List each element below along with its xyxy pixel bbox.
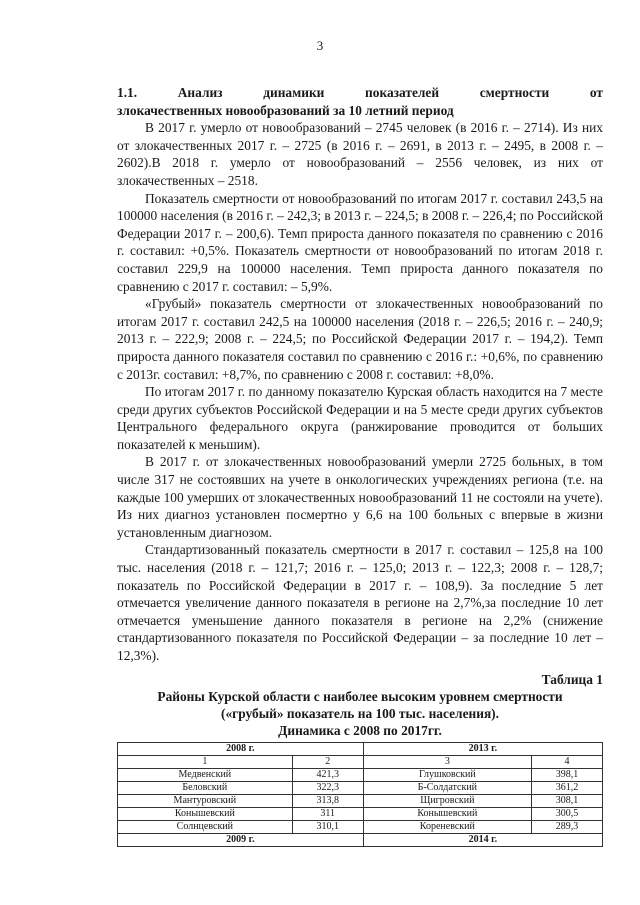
- column-number-row: [118, 756, 603, 769]
- header-2013: 2013 г.: [363, 743, 602, 756]
- header-2009: 2009 г.: [118, 834, 364, 847]
- value-cell: 398,1: [531, 769, 602, 782]
- table-footer-row: [118, 834, 603, 847]
- district-cell: Беловский: [118, 782, 293, 795]
- table-label: Таблица 1: [541, 671, 603, 687]
- district-cell: Конышевский: [118, 808, 293, 821]
- table-title-line-2: («грубый» показатель на 100 тыс. населения).: [220, 706, 499, 722]
- district-cell: Глушковский: [363, 769, 531, 782]
- value-cell: 322,3: [292, 782, 363, 795]
- value-cell: 300,5: [531, 808, 602, 821]
- section-heading: [117, 84, 603, 119]
- district-cell: Мантуровский: [118, 795, 293, 808]
- table-row: [118, 808, 603, 821]
- district-cell: Щигровский: [363, 795, 531, 808]
- col-number: 4: [531, 756, 602, 769]
- col-number: 3: [363, 756, 531, 769]
- table-row: [118, 782, 603, 795]
- value-cell: 313,8: [292, 795, 363, 808]
- table-row: [118, 769, 603, 782]
- section-heading-line-2: злокачественных новообразований за 10 летний период: [117, 102, 454, 118]
- col-number: 1: [118, 756, 293, 769]
- paragraph-4: По итогам 2017 г. по данному показателю Курская область находится на 7 месте среди других субъектов Российской Федерации и на 5 месте среди других субъектов Центрального федерального округа (ранжирование проводится от больших показателей к меньшим).: [117, 384, 603, 452]
- paragraph-6: Стандартизованный показатель смертности в 2017 г. составил – 125,8 на 100 тыс. населения (2018 г. – 121,7; 2016 г. – 125,0; 2013 г. – 122,3; 2008 г. – 128,7; показатель по Российской Федерации в 2017 г. – 108,9). За последние 5 лет отмечается увеличение данного показателя в регионе на 2,7%,за последние 10 лет отмечается уменьшение данного показателя в регионе на 2,2% (снижение стандартизованного показателя по Российской Федерации – за последние 10 лет – 12,3%).: [117, 542, 603, 663]
- paragraph-3: «Грубый» показатель смертности от злокачественных новообразований по итогам 2017 г. составил 242,5 на 100000 населения (2018 г. – 226,5; 2016 г. – 240,9; 2013 г. – 222,9; 2008 г. – 224,5; по Российской Федерации 2017 г. – 194,2). Темп прироста данного показателя составил по сравнению с 2016 г.: +0,6%, по сравнению с 2013г. составил: +8,7%, по сравнению с 2008 г. составил: +8,0%.: [117, 296, 603, 382]
- paragraph-5: В 2017 г. от злокачественных новообразований умерли 2725 больных, в том числе 317 не состоявших на учете в онкологических учреждениях региона (т.е. на каждые 100 умерших от злокачественных новообразований 11 не состояли на учете). Из них диагноз установлен посмертно у 6,6 на 100 больных с впервые в жизни установленным диагнозом.: [117, 454, 603, 540]
- district-cell: Солнцевский: [118, 821, 293, 834]
- district-cell: Б-Солдатский: [363, 782, 531, 795]
- district-cell: Конышевский: [363, 808, 531, 821]
- paragraph-2: Показатель смертности от новообразований по итогам 2017 г. составил 243,5 на 100000 населения (в 2016 г. – 242,3; в 2013 г. – 224,5; в 2008 г. – 226,4; по Российской Федерации 2017 г. – 200,6). Темп прироста данного показателя по сравнению с 2016 г. составил: +0,5%. Показатель смертности от новообразований по итогам 2018 г. составил 229,9 на 100000 населения. Темп прироста данного показателя по сравнению с 2017 г. составил: – 5,9%.: [117, 190, 603, 294]
- value-cell: 311: [292, 808, 363, 821]
- table-title-line-3: Динамика с 2008 по 2017гг.: [278, 723, 442, 739]
- value-cell: 361,2: [531, 782, 602, 795]
- table-header-row: [118, 743, 603, 756]
- body-text: [117, 84, 603, 739]
- section-heading-line-1: 1.1. Анализ динамики показателей смертности от: [117, 85, 603, 100]
- col-number: 2: [292, 756, 363, 769]
- table-title-line-1: Районы Курской области с наиболее высоким уровнем смертности: [157, 689, 563, 705]
- value-cell: 310,1: [292, 821, 363, 834]
- paragraph-1: В 2017 г. умерло от новообразований – 2745 человек (в 2016 г. – 2714). Из них от злокачественных 2017 г. – 2725 (в 2016 г. – 2691, в 2013 г. – 2495, в 2008 г. – 2602).В 2018 г. умерло от новообразований – 2556 человек, из них от злокачественных – 2518.: [117, 120, 603, 188]
- district-cell: Медвенский: [118, 769, 293, 782]
- table-row: [118, 821, 603, 834]
- mortality-table: [117, 742, 603, 847]
- value-cell: 308,1: [531, 795, 602, 808]
- value-cell: 289,3: [531, 821, 602, 834]
- table-row: [118, 795, 603, 808]
- value-cell: 421,3: [292, 769, 363, 782]
- header-2008: 2008 г.: [118, 743, 364, 756]
- header-2014: 2014 г.: [363, 834, 602, 847]
- district-cell: Кореневский: [363, 821, 531, 834]
- page-number: 3: [316, 38, 324, 53]
